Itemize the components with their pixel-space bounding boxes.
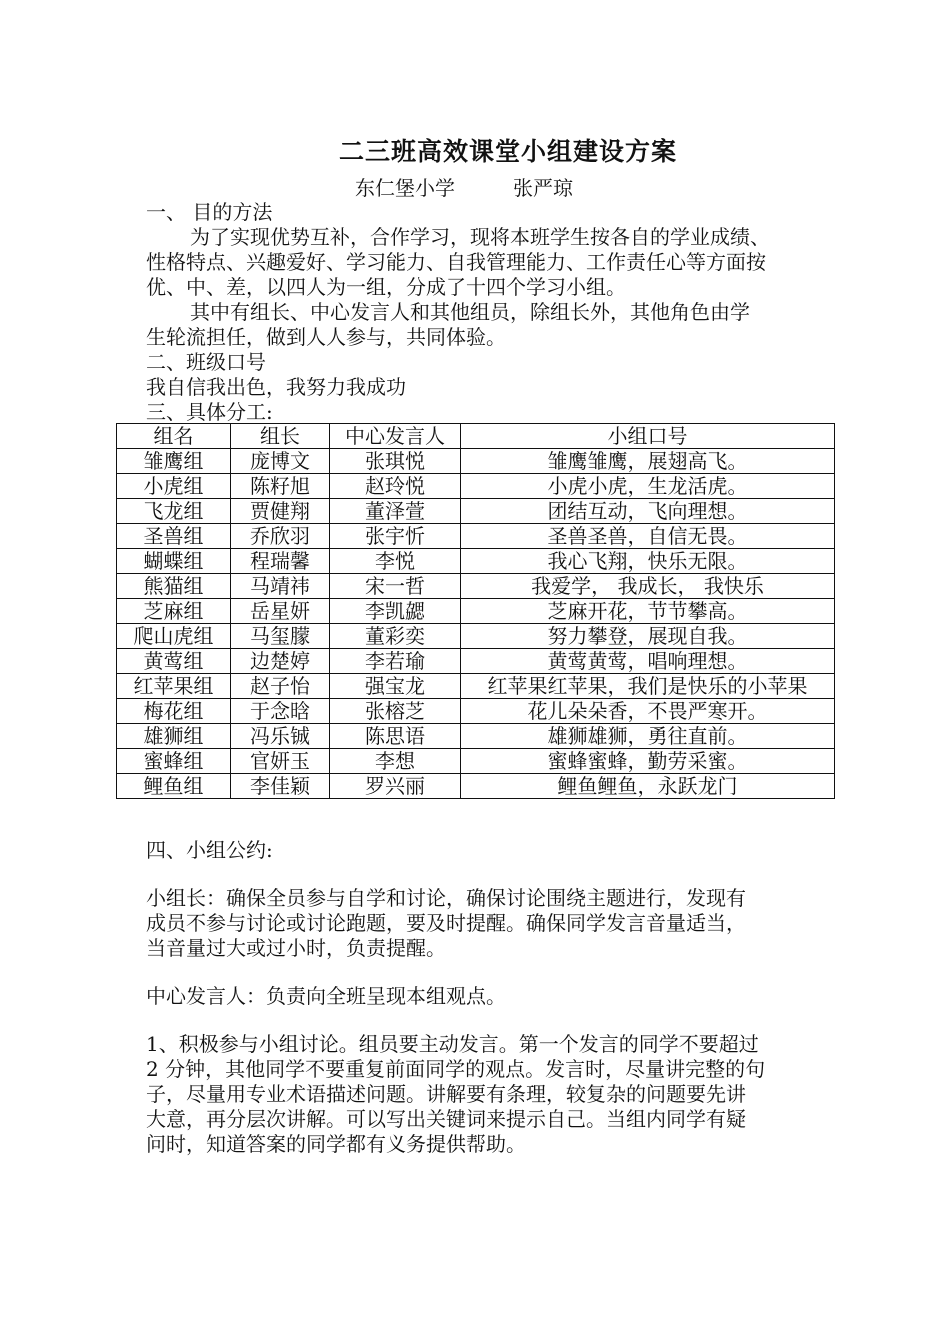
- group-name-cell: 鲤鱼组: [117, 774, 231, 799]
- rule1-line: 子，尽量用专业术语描述问题。讲解要有条理，较复杂的问题要先讲: [146, 1082, 746, 1106]
- speaker-cell: 李若瑜: [330, 649, 461, 674]
- leader-cell: 岳星妍: [231, 599, 330, 624]
- slogan-cell: 黄莺黄莺，唱响理想。: [461, 649, 835, 674]
- rule1-line: 问时，知道答案的同学都有义务提供帮助。: [146, 1132, 526, 1156]
- speaker-cell: 赵玲悦: [330, 474, 461, 499]
- group-name-cell: 雏鹰组: [117, 449, 231, 474]
- slogan-cell: 我爱学， 我成长， 我快乐: [461, 574, 835, 599]
- table-row: [117, 499, 835, 524]
- document-title: 二三班高效课堂小组建设方案: [338, 137, 677, 166]
- leader-rule-line: 小组长：确保全员参与自学和讨论，确保讨论围绕主题进行，发现有: [146, 886, 746, 910]
- slogan-cell: 蜜蜂蜜蜂，勤劳采蜜。: [461, 749, 835, 774]
- group-table: [116, 423, 835, 799]
- header-speaker: 中心发言人: [330, 424, 461, 449]
- rule1-line: 大意，再分层次讲解。可以写出关键词来提示自己。当组内同学有疑: [146, 1107, 746, 1131]
- header-slogan: 小组口号: [461, 424, 835, 449]
- leader-rule-line: 成员不参与讨论或讨论跑题，要及时提醒。确保同学发言音量适当，: [146, 911, 746, 935]
- table-row: [117, 474, 835, 499]
- speaker-cell: 强宝龙: [330, 674, 461, 699]
- section1-line: 生轮流担任，做到人人参与，共同体验。: [146, 325, 506, 349]
- section1-heading: 一、 目的方法: [146, 200, 273, 224]
- table-header-row: [117, 424, 835, 449]
- section1-line: 为了实现优势互补，合作学习，现将本班学生按各自的学业成绩、: [190, 225, 770, 249]
- speaker-cell: 董彩奕: [330, 624, 461, 649]
- speaker-cell: 李想: [330, 749, 461, 774]
- slogan-cell: 雏鹰雏鹰，展翅高飞。: [461, 449, 835, 474]
- speaker-cell: 张榕芝: [330, 699, 461, 724]
- school-name: 东仁堡小学: [355, 176, 455, 200]
- header-group-name: 组名: [117, 424, 231, 449]
- group-name-cell: 飞龙组: [117, 499, 231, 524]
- group-name-cell: 蜜蜂组: [117, 749, 231, 774]
- speaker-cell: 李凯勰: [330, 599, 461, 624]
- speaker-cell: 李悦: [330, 549, 461, 574]
- section1-line: 其中有组长、中心发言人和其他组员，除组长外，其他角色由学: [190, 300, 750, 324]
- group-name-cell: 小虎组: [117, 474, 231, 499]
- section4-heading: 四、小组公约:: [146, 838, 273, 862]
- group-name-cell: 圣兽组: [117, 524, 231, 549]
- leader-cell: 马靖祎: [231, 574, 330, 599]
- leader-cell: 程瑞馨: [231, 549, 330, 574]
- table-row: [117, 599, 835, 624]
- leader-cell: 马玺朦: [231, 624, 330, 649]
- leader-cell: 乔欣羽: [231, 524, 330, 549]
- class-slogan: 我自信我出色，我努力我成功: [146, 375, 406, 399]
- group-name-cell: 蝴蝶组: [117, 549, 231, 574]
- header-leader: 组长: [231, 424, 330, 449]
- group-name-cell: 芝麻组: [117, 599, 231, 624]
- group-name-cell: 雄狮组: [117, 724, 231, 749]
- table-row: [117, 699, 835, 724]
- speaker-cell: 陈思语: [330, 724, 461, 749]
- leader-cell: 官妍玉: [231, 749, 330, 774]
- slogan-cell: 雄狮雄狮，勇往直前。: [461, 724, 835, 749]
- leader-cell: 赵子怡: [231, 674, 330, 699]
- table-row: [117, 574, 835, 599]
- table-row: [117, 524, 835, 549]
- leader-cell: 李佳颖: [231, 774, 330, 799]
- leader-rule-line: 当音量过大或过小时，负责提醒。: [146, 936, 446, 960]
- leader-cell: 贾健翔: [231, 499, 330, 524]
- section2-heading: 二、班级口号: [146, 350, 266, 374]
- leader-cell: 边楚婷: [231, 649, 330, 674]
- section3-heading: 三、具体分工:: [146, 400, 273, 424]
- rule1-line: 2 分钟，其他同学不要重复前面同学的观点。发言时，尽量讲完整的句: [146, 1057, 766, 1081]
- group-name-cell: 黄莺组: [117, 649, 231, 674]
- slogan-cell: 我心飞翔，快乐无限。: [461, 549, 835, 574]
- leader-cell: 于念晗: [231, 699, 330, 724]
- speaker-rule: 中心发言人：负责向全班呈现本组观点。: [146, 984, 506, 1008]
- table-row: [117, 624, 835, 649]
- speaker-cell: 宋一哲: [330, 574, 461, 599]
- leader-cell: 庞博文: [231, 449, 330, 474]
- group-name-cell: 红苹果组: [117, 674, 231, 699]
- slogan-cell: 努力攀登，展现自我。: [461, 624, 835, 649]
- section1-line: 优、中、差，以四人为一组，分成了十四个学习小组。: [146, 275, 626, 299]
- speaker-cell: 董泽萱: [330, 499, 461, 524]
- group-name-cell: 爬山虎组: [117, 624, 231, 649]
- speaker-cell: 张宇忻: [330, 524, 461, 549]
- leader-cell: 陈籽旭: [231, 474, 330, 499]
- leader-cell: 冯乐铖: [231, 724, 330, 749]
- group-name-cell: 梅花组: [117, 699, 231, 724]
- table-body: [117, 449, 835, 799]
- slogan-cell: 团结互动，飞向理想。: [461, 499, 835, 524]
- table-row: [117, 724, 835, 749]
- slogan-cell: 鲤鱼鲤鱼，永跃龙门: [461, 774, 835, 799]
- table-row: [117, 449, 835, 474]
- group-name-cell: 熊猫组: [117, 574, 231, 599]
- speaker-cell: 张琪悦: [330, 449, 461, 474]
- slogan-cell: 红苹果红苹果，我们是快乐的小苹果: [461, 674, 835, 699]
- table-row: [117, 749, 835, 774]
- table-row: [117, 649, 835, 674]
- table-row: [117, 549, 835, 574]
- author-name: 张严琼: [513, 176, 573, 200]
- slogan-cell: 花儿朵朵香，不畏严寒开。: [461, 699, 835, 724]
- table-row: [117, 774, 835, 799]
- slogan-cell: 圣兽圣兽，自信无畏。: [461, 524, 835, 549]
- speaker-cell: 罗兴丽: [330, 774, 461, 799]
- rule1-line: 1、积极参与小组讨论。组员要主动发言。第一个发言的同学不要超过: [146, 1032, 759, 1056]
- byline: [355, 172, 573, 201]
- section1-line: 性格特点、兴趣爱好、学习能力、自我管理能力、工作责任心等方面按: [146, 250, 766, 274]
- table-row: [117, 674, 835, 699]
- slogan-cell: 小虎小虎，生龙活虎。: [461, 474, 835, 499]
- slogan-cell: 芝麻开花，节节攀高。: [461, 599, 835, 624]
